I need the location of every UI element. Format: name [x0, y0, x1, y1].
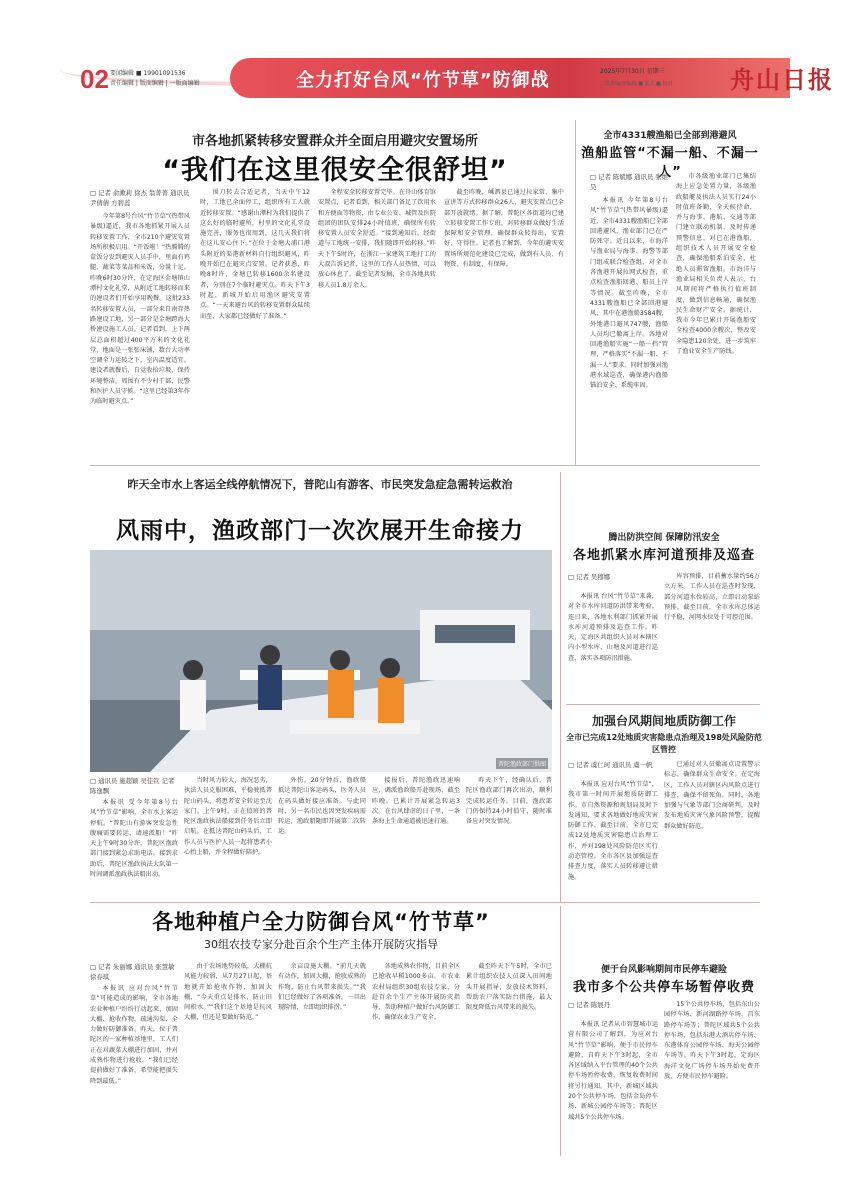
masthead-editor-line-2: 责任编辑 | 版面编辑 | 一版面编辑 [110, 80, 200, 87]
article6-column-2: 由于农场地势较低，大棚抗风能力较弱，从7月27日起，基地就开始抢收作物，加固大棚，“今天重点是排水，防止田间积水。”“我们这个基地是抗风大棚，但还是要做好防范。” [184, 963, 272, 1022]
article1-kicker: 市各地抓紧转移安置群众并全面启用避灾安置场所 [191, 134, 478, 149]
article7-headline: 我市多个公共停车场暂停收费 [572, 980, 755, 995]
article5-subhead: 全市已完成12处地质灾害隐患点治理及198处风险防范区管控 [566, 733, 762, 754]
article3-headline: 风雨中，渔政部门一次次展开生命接力 [116, 518, 524, 544]
article2-byline: □ 记者 陈斌娜 通讯员 张维昊 [590, 173, 669, 191]
section-divider [90, 465, 760, 466]
article6-column-4: 各地成熟农作物，目前全区已抢收早稻1000多亩。市农业农村局组织30组农技专家，分赴百余个生产主体开展防灾指导，帮助种植户做好台风防御工作，确保农业生产安全。 [372, 963, 460, 1022]
page-number: 02 [80, 64, 109, 94]
article3-byline: □ 通讯员 施超颖 吴佳钦 记者 陈逸飘 [90, 777, 175, 795]
column-divider-2 [560, 472, 561, 902]
article1-column-4: 截至昨晚，嵊泗县已通过拉家常、集中宣讲等方式转移群众26人，避灾安置点已全部开放就绪。据了解，普陀区各街道均已建立转移安置工作专班，对转移群众做好生活保障和安全管理，确保群众转得出、安置好、守得住。记者也了解到，今年的避灾安置场所规范化建设已完成，做到有人员、有物资、有制度、有保障。 [444, 189, 564, 269]
article6-column-1: 本报讯 应对台风“竹节草”可能造成的影响，全市各地农业种植户纷纷行动起来，加固大棚、抢收作物、疏通沟渠，全力做好防御准备。昨天，位于普陀区的一家种植基地里，工人们正在对蔬菜大棚进行加固，并对成熟作物进行抢收。“我们已经提前做好了准备，希望能把损失降到最低。” [90, 985, 178, 1085]
section-divider-3 [566, 704, 760, 705]
article4-kicker: 腾出防洪空间 保障防汛安全 [608, 533, 720, 543]
article6-headline: 各地种植户全力防御台风“竹节草” [152, 910, 490, 934]
article1-column-3: 全程安全转移安置完毕。在舟山体育馆安置点，记者看到，相关部门备足了饮用水和方便面等物资，由专业公安、城管及医院组团的团队安排24小时值班，确保所有转移安置人员安全舒适。“接到通知后，经街道与工地统一安排，我们随即开始转移。”昨天下午5时许，在浙江一家建筑工地打工的大叔告诉记者，这里的工作人员热情，可以放心休息了。截至记者发稿，全市各地共转移人员1.8万余人。 [318, 189, 436, 289]
section-divider-4 [90, 902, 760, 903]
article2-kicker: 全市4331艘渔船已全部到港避风 [603, 131, 737, 141]
article4-byline: □ 记者 吴穆娜 [568, 573, 611, 581]
article5-kicker: 加强台风期间地质防御工作 [591, 714, 736, 728]
masthead-editor-line: 要闻编辑 ■ 19901091536 [110, 70, 186, 77]
article3-column-3: 外伤。20分钟后，渔政船抵达普陀山客运码头，医务人员在码头做好接应准备。与此同时，另一名市民也因突发疾病需转运，渔政船随即开展第二次转运。 [278, 777, 366, 836]
article4-column-2: 库容预排，目前蓄水量约56万立方米。工作人员在巡查时发现，部分河道水位较高，立即启动泵站预排。截至目前，全市水库总体运行平稳，河网水位处于可控范围。 [664, 573, 760, 622]
photo-credit: 普陀渔政部门供图 [496, 758, 548, 769]
article3-column-1: 本报讯 受今年第8号台风“竹节草”影响，全市水上客运停航。“普陀山有游客突发急性腹痛需要转运，请速派船！”昨天上午9时30分许，普陀区渔政部门接到紧急求助电话。接到求助后，普陀区渔政执法大队第一时间调派渔政执法船出动。 [90, 799, 178, 879]
section-title: 全力打好台风“竹节草”防御战 [296, 70, 550, 91]
article2-column-1: 本报讯 今年第8号台风“竹节草”(热带风暴级)逼近，全市4331艘渔船已全部回港避风，渔业部门已在严防死守。近日以来，市海洋与渔业局与海事、海警等部门组成联合检查组，对全市各渔港开展拉网式检查，重点检查渔船回港、船员上岸等情况。截至昨晚，全市4331艘渔船已全部回港避风，其中在港渔船3584艘，外地港口避风747艘，渔船人员均已撤离上岸。各地对回港渔船实施“一船一档”管理，严格落实“不漏一船、不漏一人”要求。同时加强对渔港水域巡查，确保港内渔船锚泊安全、系缆牢固。 [590, 197, 668, 390]
masthead [0, 0, 842, 102]
newspaper-logo: 舟山日报 [730, 65, 834, 94]
article6-subhead: 30组农技专家分赴百余个生产主体开展防灾指导 [204, 938, 438, 951]
article7-column-1: 本报讯 记者从市智慧城市运营有限公司了解到，为应对台风“竹节草”影响，便于市民停车避险，自昨天下午3时起，全市各区域纳入平台管理的40个公共停车场暂停收费，恢复收费时间将另行通知。其中，新城区域共20个公共停车场，包括金岛停车场、新城公园停车场等；普陀区域共5个公共停车场。 [568, 1021, 658, 1121]
article6-column-3: 余亩设施大棚。“前几天就有动作，加固大棚，抢收成熟的作物，防止台风带来损失。”“我们已经做好了各项准备，一旦出现险情，立即组织排涝。” [278, 963, 366, 1012]
rescue-photo-illustration [90, 550, 552, 772]
article4-headline: 各地抓紧水库河道预排及巡查 [572, 548, 755, 563]
article5-column-2: 已通过对人员撤离点设置警示标志，确保群众生命安全。在定海区，工作人员对辖区内风险点进行排查，确保不留死角。同时，各地加强与气象等部门会商研判，及时发布地质灾害气象风险预警，提醒群众做好防范。 [664, 761, 760, 830]
article1-column-2: 围刀转去合适记者，当天中午12时，工地已全面停工，组织所有工人就近转移安置。“感谢山潭村为我们提供了这么好的临时避所，村里的文化礼堂设施完善，服务也很周到，这几天我们将在这儿安心住下。”在位于金塘大浦口港头附近的渠港新材料自行组织避风，昨晚开始已在避灾点安置。记者获悉，昨晚8时许，金塘已转移1600余名建设者，分别在7个临时避灾点。昨天下午3时起，新城开始启用渔区避灾安置点。“一天来避台风的转移安置群众陆续而至，大家都已经做好了准备。” [200, 189, 310, 320]
column-divider-3 [560, 906, 561, 1156]
article5-column-1: 本报讯 应对台风“竹节草”，我市第一时间开展地质防御工作。市自然资源和规划局及时下发通知，要求各地做好地质灾害防御工作。截至目前，全市已完成12处地质灾害隐患点治理工作，并对198处风险防范区实行动态管控。全市各区县加强巡查排查力度，落实人员转移避让措施。 [568, 781, 658, 881]
issue-date: 2025年7月30日 星期三 [600, 68, 665, 75]
article1-byline: □ 记者 俞漱莉 徐杰 翁菁菁 通讯员 尹倩倩 方碧蕊 [90, 189, 190, 207]
article2-column-2: 市各级渔业部门已集结海上应急处置力量，各级渔政船艇及执法人员实行24小时值班备勤，全天候待命，并与海事、港航、交通等部门建立联动机制，及时传递预警信息。对已在港渔船，组织技术人员开展安全检查，确保渔船系泊安全，杜绝人员滞留渔船。市海洋与渔业局相关负责人表示，台风期间将严格执行值班制度，做到信息畅通，确保渔民生命财产安全。据统计，我市今年已累计开展渔船安全检查4000余艘次，整改安全隐患120余处，进一步筑牢了渔业安全生产防线。 [676, 173, 756, 356]
article1-column-1: 今年第8号台风“竹节草”(热带风暴级)逼近，我市各地抓紧开展人员转移安置工作，全市210个避灾安置场所积极启用。“开饭啦！”热腾腾的盒饭分发到避灾人员手中，里面有鸡腿、蔬菜等菜品和米饭，分量十足。昨晚6时30分许，在定海区金塘镇山潭村文化礼堂，从附近工地转移而来的建设者们开始享用晚餐。这批233名转移安置人员，一部分来自南存热路建设工地，另一部分是金塘跨海大桥建设施工人员。记者看到，上下两层总面积超过400平方米的文化礼堂，地面是一张张床铺，数台大功率空调全力运转之下，室内温度适宜。建设者就餐后，自觉收拾垃圾，保持环境整洁。周围有不少村干部、民警和医护人员守候。“这里已经第3年作为临时避灾点。” [90, 213, 190, 406]
article7-column-2: 15个公共停车场，包括东山公园停车场、新河湖路停车场、昌东路停车场等；普陀区域共5个公共停车场，包括东港大酒店停车场、东港体育公园停车场、海天公园停车场等。昨天下午3时起，定海区海洋文化广场停车场开始免费开放，方便市民停车避险。 [664, 1001, 760, 1081]
article1-headline: “我们在这里很安全很舒坦” [162, 155, 508, 186]
rescue-photo [90, 550, 552, 772]
article6-byline: □ 记者 朱丽娜 通讯员 张慧敏 徐春琪 [90, 963, 175, 981]
article6-column-5: 截至昨天下午5时，全市已累计组织农技人员深入田间地头开展指导，发放技术资料，帮助农户落实防台措施，最大限度降低台风带来的损失。 [466, 963, 552, 1012]
article4-column-1: 本报讯 台风“竹节草”来袭，对全市水库河道防洪带来考验。连日来，各地水利部门抓紧开展水库河道预排及巡查工作。昨天，定海区共组织人员对本辖区内小型水库、山塘及河道进行巡查，落实各项防汛措施。 [568, 593, 658, 662]
article7-kicker: 便于台风影响期间市民停车避险 [600, 965, 727, 975]
article3-kicker: 昨天全市水上客运全线停航情况下，普陀山有游客、市民突发急症急需转运救治 [127, 478, 513, 491]
article3-column-5: 昨天下午，经确认后，普陀区渔政部门再次出动，顺利完成转运任务。目前，渔政部门仍保持24小时值守，随时准备应对突发情况。 [466, 777, 552, 826]
article3-column-4: 接报后，普陀渔政迅速响应，调派渔政船开赴现场，截至昨晚，已累计开展紧急转运3次。在台风肆虐的日子里，一条条海上生命通道被迅速打通。 [372, 777, 460, 826]
column-divider [575, 120, 576, 465]
article7-byline: □ 记者 陈展丹 [568, 1001, 611, 1009]
article5-byline: □ 记者 虞仁珂 通讯员 虞一帆 [568, 761, 653, 769]
issue-editors: 二版责编/李编辑 ■ 版式 ■ 校对 [600, 81, 673, 87]
article2-headline: 渔船监管“不漏一船、不漏一人” [581, 146, 759, 180]
article3-column-2: 当时风力较大，海况恶劣，执法人员克服困难，平稳驶抵普陀山码头，将患者安全转运至沈家门。上午9时，正在值班的普陀区渔政执法船接到任务后立即启航。在抵达普陀山码头后，工作人员与医护人员一起将患者小心抬上船，并全程做好陪护。 [184, 777, 272, 857]
